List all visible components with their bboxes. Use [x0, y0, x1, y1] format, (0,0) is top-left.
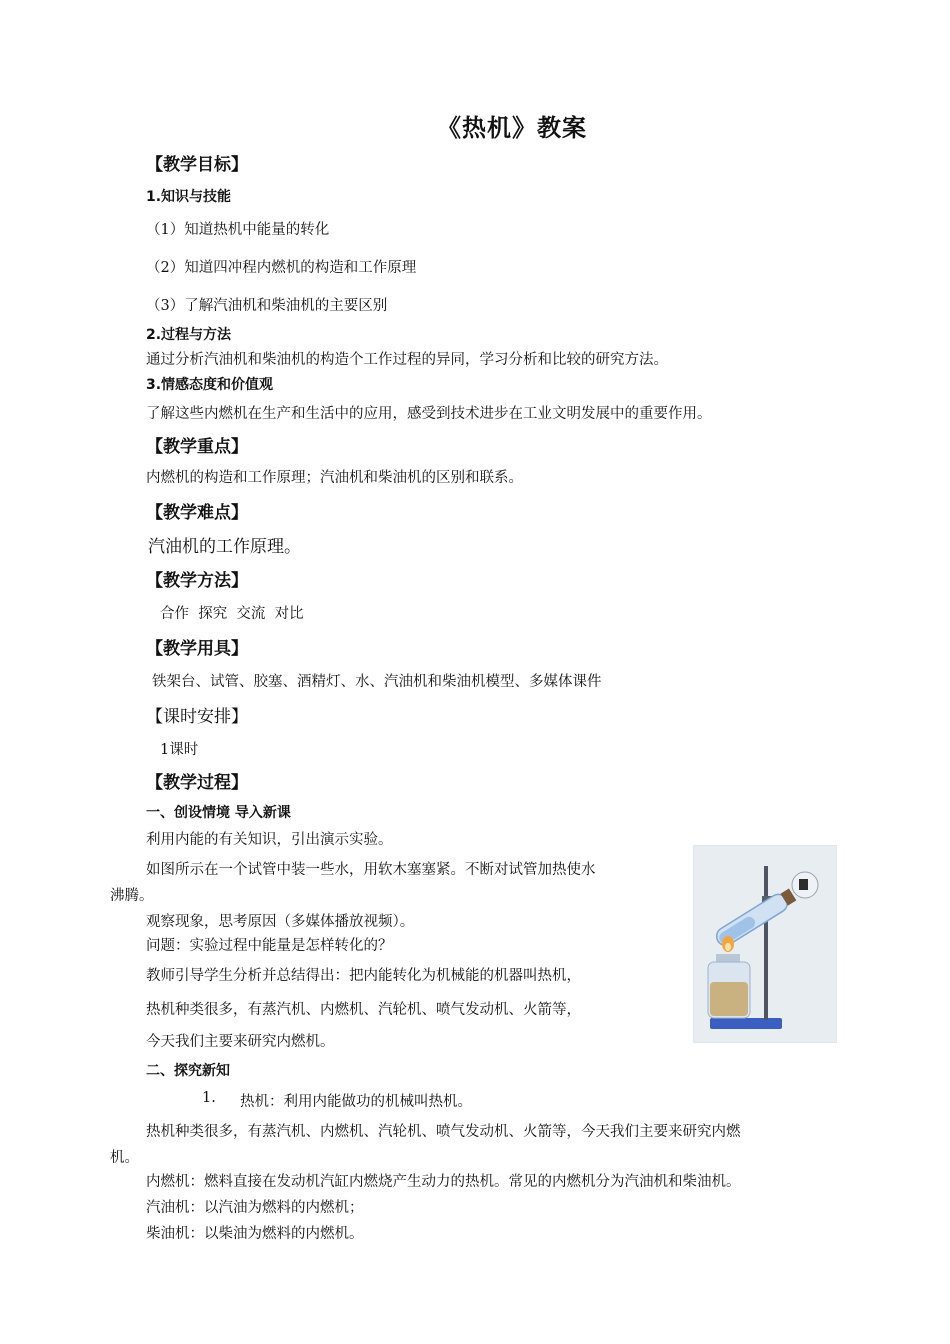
- knowledge-title: 1.知识与技能: [146, 189, 232, 205]
- key-points-heading: 【教学重点】: [146, 437, 248, 457]
- part2-title: 二、探究新知: [146, 1063, 230, 1079]
- part2-p2: 内燃机：燃料直接在发动机汽缸内燃烧产生动力的热机。常见的内燃机分为汽油机和柴油机。: [146, 1174, 741, 1190]
- experiment-figure: [693, 845, 837, 1043]
- tools-text: 铁架台、试管、胶塞、酒精灯、水、汽油机和柴油机模型、多媒体课件: [152, 674, 602, 690]
- part2-item1-text: 热机：利用内能做功的机械叫热机。: [240, 1094, 472, 1110]
- page-title: 《热机》教案: [437, 114, 587, 142]
- goals-heading: 【教学目标】: [146, 155, 248, 175]
- emotion-text: 了解这些内燃机在生产和生活中的应用，感受到技术进步在工业文明发展中的重要作用。: [146, 406, 712, 422]
- schedule-text: 1课时: [160, 742, 199, 758]
- part2-p1b: 机。: [110, 1150, 139, 1166]
- knowledge-item-3: （3）了解汽油机和柴油机的主要区别: [146, 298, 388, 314]
- part1-p2b: 沸腾。: [110, 888, 154, 904]
- knowledge-item-2: （2）知道四冲程内燃机的构造和工作原理: [146, 260, 417, 276]
- part1-p6: 热机种类很多，有蒸汽机、内燃机、汽轮机、喷气发动机、火箭等，: [146, 1002, 581, 1018]
- part2-p4: 柴油机：以柴油为燃料的内燃机。: [146, 1226, 364, 1242]
- difficulties-heading: 【教学难点】: [146, 503, 248, 523]
- part1-p4: 问题：实验过程中能量是怎样转化的？: [146, 938, 393, 954]
- part1-p7: 今天我们主要来研究内燃机。: [146, 1034, 335, 1050]
- part1-title: 一、创设情境 导入新课: [146, 805, 291, 821]
- stand-rod: [764, 866, 768, 1020]
- part1-p1: 利用内能的有关知识，引出演示实验。: [146, 832, 393, 848]
- schedule-heading: 【课时安排】: [146, 707, 248, 727]
- tools-heading: 【教学用具】: [146, 639, 248, 659]
- process-method-text: 通过分析汽油机和柴油机的构造个工作过程的异同，学习分析和比较的研究方法。: [146, 352, 668, 368]
- process-method-title: 2.过程与方法: [146, 327, 232, 343]
- part2-p1a: 热机种类很多，有蒸汽机、内燃机、汽轮机、喷气发动机、火箭等，今天我们主要来研究内燃: [146, 1124, 741, 1140]
- knowledge-item-1: （1）知道热机中能量的转化: [146, 222, 330, 238]
- process-heading: 【教学过程】: [146, 773, 248, 793]
- part2-p3: 汽油机：以汽油为燃料的内燃机；: [146, 1200, 364, 1216]
- emotion-title: 3.情感态度和价值观: [146, 377, 274, 393]
- part1-p2a: 如图所示在一个试管中装一些水，用软木塞塞紧。不断对试管加热使水: [146, 862, 596, 878]
- methods-heading: 【教学方法】: [146, 571, 248, 591]
- part1-p5: 教师引导学生分析并总结得出：把内能转化为机械能的机器叫热机，: [146, 968, 581, 984]
- experiment-illustration: [694, 846, 836, 1042]
- stand-base: [710, 1018, 782, 1029]
- difficulties-text: 汽油机的工作原理。: [148, 537, 301, 557]
- part1-p3: 观察现象，思考原因（多媒体播放视频）。: [146, 914, 415, 930]
- part2-item1-num: 1.: [202, 1090, 216, 1106]
- key-points-text: 内燃机的构造和工作原理；汽油机和柴油机的区别和联系。: [146, 470, 523, 486]
- methods-text: 合作 探究 交流 对比: [160, 606, 304, 622]
